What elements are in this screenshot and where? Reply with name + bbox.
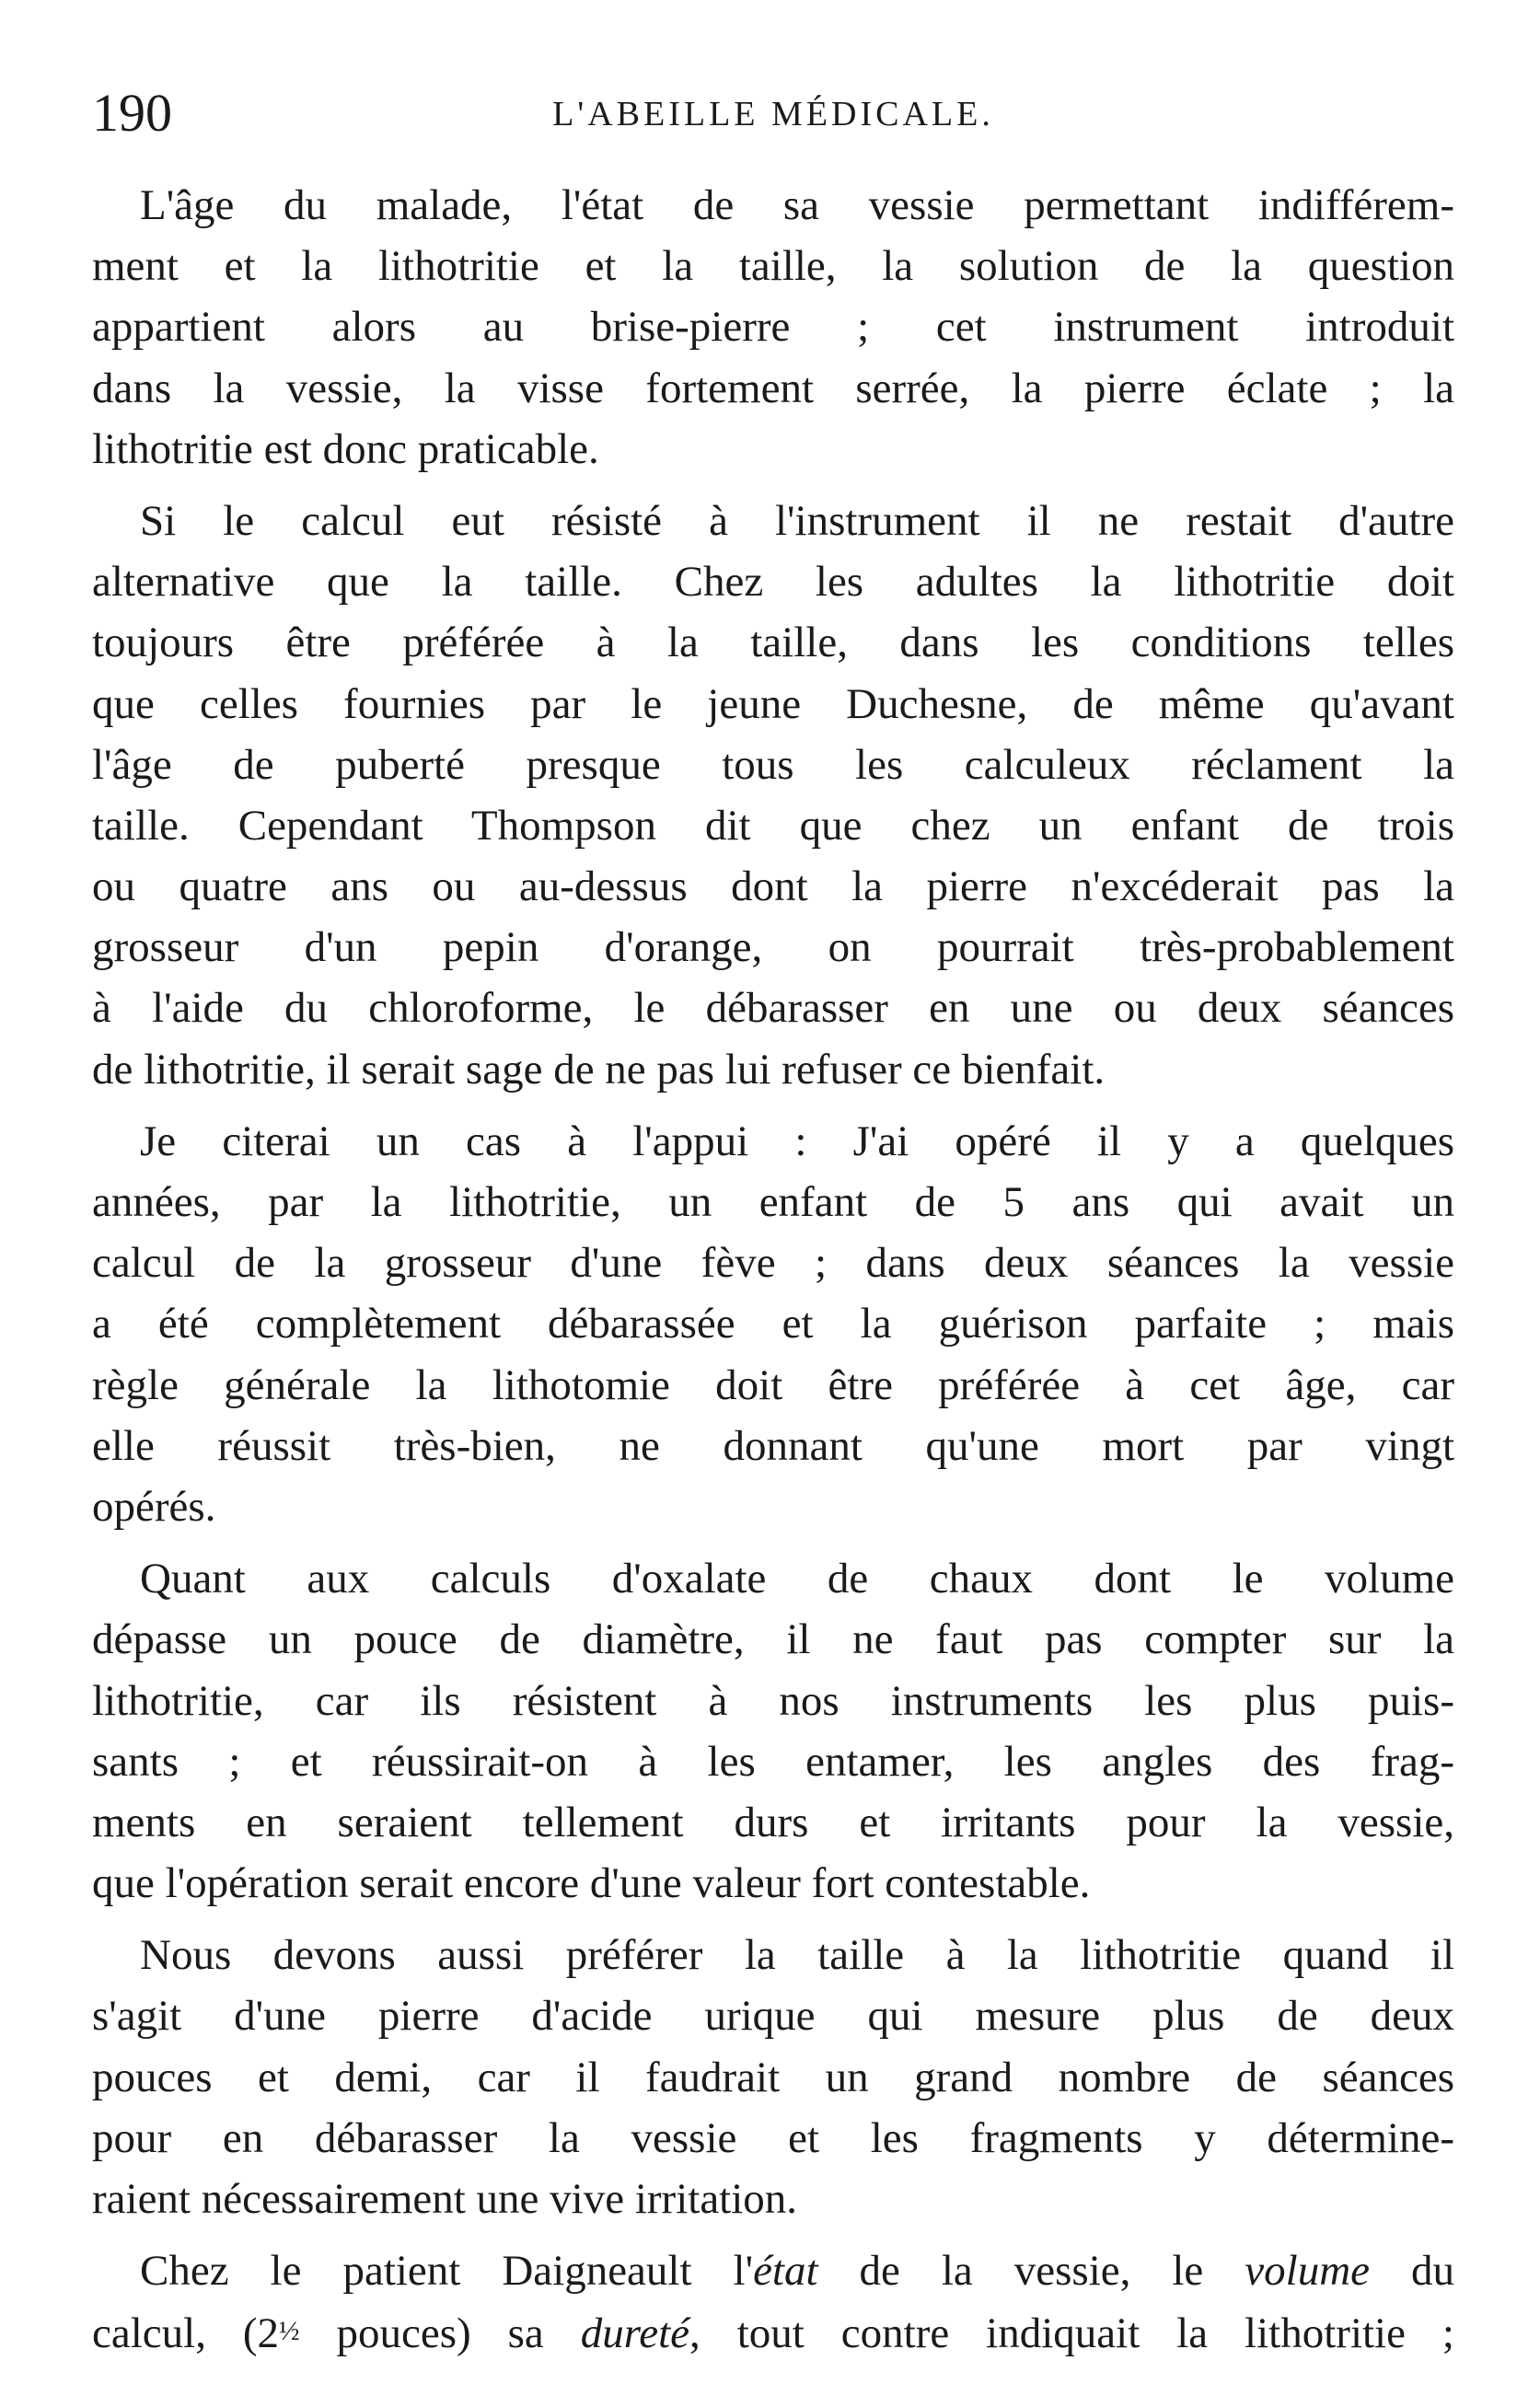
text-run: Chez le patient Daigneault l' [140, 2247, 754, 2296]
text-line: pour en débarasser la vessie et les fragments y détermine- [92, 2113, 1454, 2162]
text-line: L'âge du malade, l'état de sa vessie permettant indifférem- [140, 181, 1454, 229]
text-run: calcul, (2 [92, 2309, 280, 2358]
text-line: que celles fournies par le jeune Duchesne, de même qu'avant [92, 679, 1454, 728]
text-line [92, 2240, 1454, 2301]
italic-run: état [753, 2247, 818, 2296]
text-line: Quant aux calculs d'oxalate de chaux dont le volume [140, 1555, 1454, 1603]
text-line: Nous devons aussi préférer la taille à la lithotritie quand il [140, 1931, 1454, 1980]
text-line: appartient alors au brise-pierre ; cet instrument introduit [92, 303, 1454, 352]
italic-run: volume [1245, 2247, 1371, 2296]
text-run: du [1370, 2247, 1454, 2296]
text-line: alternative que la taille. Chez les adultes la lithotritie doit [92, 558, 1454, 607]
paragraph [92, 1548, 1454, 1914]
paragraph [92, 491, 1454, 1100]
text-line: raient nécessairement une vive irritation. [92, 2175, 798, 2223]
text-line: que l'opération serait encore d'une valeur fort contestable. [92, 1859, 1091, 1908]
running-title: L'ABEILLE MÉDICALE. [552, 95, 994, 133]
text-line: a été complètement débarassée et la guérison parfaite ; mais [92, 1300, 1454, 1348]
text-line: taille. Cependant Thompson dit que chez un enfant de trois [92, 801, 1454, 850]
text-line: dans la vessie, la visse fortement serrée, la pierre éclate ; la [92, 364, 1454, 412]
text-line: ment et la lithotritie et la taille, la solution de la question [92, 242, 1454, 291]
text-run: pouces) sa [299, 2309, 581, 2358]
text-run: , tout contre indiquait la lithotritie ; [689, 2309, 1454, 2358]
text-line: règle générale la lithotomie doit être préférée à cet âge, car [92, 1360, 1454, 1409]
text-line: sants ; et réussirait-on à les entamer, les angles des frag- [92, 1737, 1454, 1786]
page-number: 190 [92, 83, 172, 143]
text-line [92, 2301, 1454, 2362]
text-line: opérés. [92, 1482, 216, 1531]
italic-run: dureté [580, 2309, 690, 2358]
text-line: années, par la lithotritie, un enfant de 5 ans qui avait un [92, 1178, 1454, 1226]
body-text [92, 175, 1454, 2374]
text-line: pouces et demi, car il faudrait un grand nombre de séances [92, 2053, 1454, 2101]
text-line: à l'aide du chloroforme, le débarasser en une ou deux séances [92, 984, 1454, 1033]
text-line: grosseur d'un pepin d'orange, on pourrait très-probablement [92, 923, 1454, 972]
text-line: toujours être préférée à la taille, dans les conditions telles [92, 619, 1454, 667]
text-line: Je citerai un cas à l'appui : J'ai opéré il y a quelques [140, 1117, 1454, 1165]
text-line: de lithotritie, il serait sage de ne pas lui refuser ce bienfait. [92, 1045, 1106, 1094]
text-line: Si le calcul eut résisté à l'instrument il ne restait d'autre [140, 496, 1454, 545]
text-line: lithotritie, car ils résistent à nos instruments les plus puis- [92, 1676, 1454, 1725]
text-line: ments en seraient tellement durs et irritants pour la vessie, [92, 1798, 1454, 1846]
fraction-run: ½ [279, 2316, 300, 2347]
text-line: lithotritie est donc praticable. [92, 424, 599, 473]
text-line: dépasse un pouce de diamètre, il ne faut pas compter sur la [92, 1615, 1454, 1664]
text-line: l'âge de puberté presque tous les calculeux réclament la [92, 740, 1454, 789]
text-run: de la vessie, le [817, 2247, 1245, 2296]
page-header [92, 81, 1454, 145]
paragraph [92, 2240, 1454, 2362]
text-line: s'agit d'une pierre d'acide urique qui mesure plus de deux [92, 1992, 1454, 2041]
paragraph [92, 175, 1454, 480]
paragraph [92, 1111, 1454, 1537]
text-line: calcul de la grosseur d'une fève ; dans deux séances la vessie [92, 1239, 1454, 1288]
paragraph [92, 1925, 1454, 2229]
text-line: ou quatre ans ou au-dessus dont la pierre n'excéderait pas la [92, 862, 1454, 911]
text-line: elle réussit très-bien, ne donnant qu'une mort par vingt [92, 1421, 1454, 1470]
